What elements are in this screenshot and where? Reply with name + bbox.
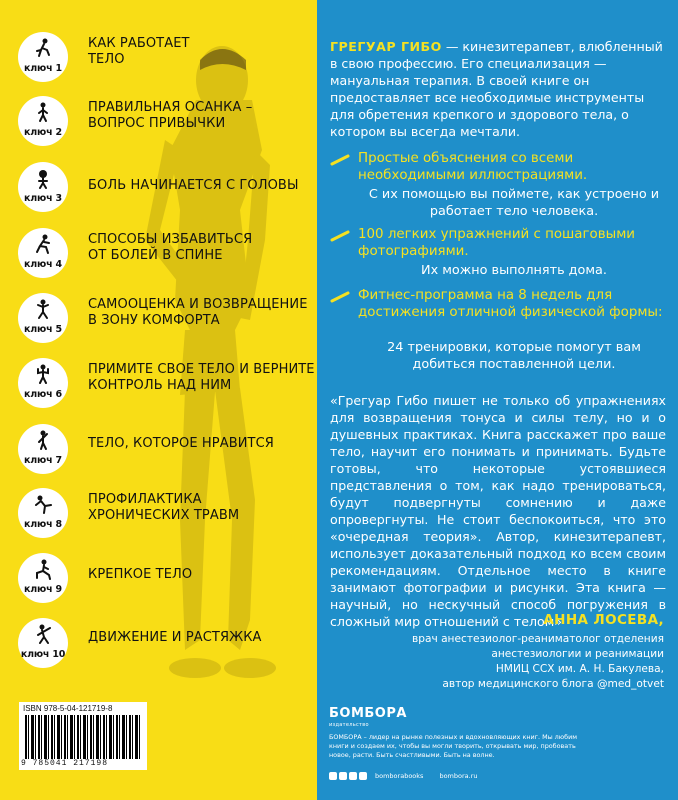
key-badge-label: ключ 6 [24,389,62,400]
key-item-1 [18,32,318,84]
position-line: НМИЦ ССХ им. А. Н. Бакулева, [495,663,664,675]
key-badge-label: ключ 2 [24,127,62,138]
position-line: анестезиологии и реанимации [491,648,664,660]
key-badge-label: ключ 7 [24,455,62,466]
odnoklassniki-icon[interactable] [349,772,357,780]
key-item-5 [18,293,318,345]
key-badge-10 [18,618,68,668]
publisher-logo: БОМБОРА [329,706,407,721]
key-badge-8 [18,488,68,538]
website-link[interactable]: bombora.ru [439,772,478,780]
key-item-6 [18,358,318,410]
key-title: БОЛЬ НАЧИНАЕТСЯ С ГОЛОВЫ [88,178,299,193]
left-yellow-panel [0,0,317,800]
back-pain-icon [32,233,54,255]
key-item-7 [18,424,318,476]
key-badge-7 [18,424,68,474]
review-quote: «Грегуар Гибо пишет не только об упражнениях для возвращения тонуса и силы телу, но и о душевных практиках. Книга расскажет про ваше тело, научит его понимать и принимать. Будьте готовы, что некоторые устоявшиеся представления о том, как надо тренироваться, будут подвергнуты сомнению и даже опровергнуты. Не стоит беспокоиться, что это «очередная теория». Автор, кинезитерапевт, использует доказательный подход ко всем своим рекомендациям. Отдельное место в книге занимают фотографии и рисунки. Эта книга — научный, но нескучный способ погружения в сложный мир отношений с телом» [330,393,666,629]
key-badge-9 [18,553,68,603]
key-badge-label: ключ 8 [24,519,62,530]
feature-heading: Простые объяснения со всеми необходимыми иллюстрациями. [358,151,588,183]
key-title: САМООЦЕНКА И ВОЗВРАЩЕНИЕ В ЗОНУ КОМФОРТА [88,297,308,328]
key-badge-1 [18,32,68,82]
key-item-8 [18,488,318,540]
walking-person-icon [32,101,54,123]
publisher-description: БОМБОРА – лидер на рынке полезных и вдохновляющих книг. Мы любим книги и создаем их, чтобы вы могли творить, открывать мир, пробовать новое, расти. Быть счастливыми. Быть на волне. [329,733,578,759]
lunge-person-icon [32,558,54,580]
key-item-3 [18,162,318,214]
key-badge-4 [18,228,68,278]
key-item-4 [18,228,318,280]
position-line: автор медицинского блога @med_otvet [442,678,664,690]
key-title: ПРИМИТЕ СВОЕ ТЕЛО И ВЕРНИТЕ КОНТРОЛЬ НАД НИМ [88,362,315,393]
author-intro [330,38,666,140]
author-name: ГРЕГУАР ГИБО [330,39,442,54]
feature-body: 24 тренировки, которые помогут вам добиться поставленной цели. [387,340,641,372]
slash-mark-icon [330,291,350,303]
feature-bullet-1 [330,150,670,220]
posing-person-icon [32,429,54,451]
feature-body: Их можно выполнять дома. [421,263,607,278]
key-badge-2 [18,96,68,146]
feature-heading: Фитнес-программа на 8 недель для достижения отличной физической формы: [358,288,663,320]
feature-heading: 100 легких упражнений с пошаговыми фотографиями. [358,227,635,259]
quote-author-name: АННА ЛОСЕВА, [543,612,664,628]
instagram-icon[interactable] [359,772,367,780]
relaxed-person-icon [32,298,54,320]
isbn-barcode [19,702,147,770]
isbn-label: ISBN 978-5-04-121719-8 [23,704,113,713]
key-item-2 [18,96,318,148]
key-badge-label: ключ 9 [24,584,62,595]
key-item-10 [18,618,318,670]
position-line: врач анестезиолог-реаниматолог отделения [411,633,664,645]
key-title: ПРОФИЛАКТИКА ХРОНИЧЕСКИХ ТРАВМ [88,492,240,523]
facebook-icon[interactable] [329,772,337,780]
runner-icon [32,37,54,59]
key-badge-6 [18,358,68,408]
feature-body: С их помощью вы поймете, как устроено и работает тело человека. [368,187,660,219]
feature-bullet-2 [330,226,670,282]
key-title: ДВИЖЕНИЕ И РАСТЯЖКА [88,630,262,645]
head-pain-icon [32,167,54,189]
key-title: ПРАВИЛЬНАЯ ОСАНКА – ВОПРОС ПРИВЫЧКИ [88,100,253,131]
key-badge-label: ключ 1 [24,63,62,74]
vk-icon[interactable] [339,772,347,780]
key-item-9 [18,553,318,605]
isbn-digits: 9 785041 217198 [21,759,109,768]
slash-mark-icon [330,230,350,242]
key-badge-label: ключ 3 [24,193,62,204]
stretching-person-icon [32,493,54,515]
key-badge-label: ключ 10 [20,649,66,660]
quote-author-position [330,632,664,692]
feature-bullet-3 [330,287,670,375]
key-title: СПОСОБЫ ИЗБАВИТЬСЯ ОТ БОЛЕЙ В СПИНЕ [88,232,253,263]
slash-mark-icon [330,154,350,166]
author-intro-text: — кинезитерапевт, влюбленный в свою профессию. Его специализация — мануальная терапия. В своей книге он предоставляет все необходимые инструменты для обретения крепкого и здорового тела, о котором вы всегда мечтали. [330,39,663,139]
key-badge-5 [18,293,68,343]
social-handle[interactable]: bomborabooks [375,772,424,780]
side-stretch-person-icon [32,623,54,645]
key-title: КАК РАБОТАЕТ ТЕЛО [88,36,190,67]
key-badge-3 [18,162,68,212]
key-badge-label: ключ 5 [24,324,62,335]
social-links [329,771,478,781]
publisher-logo-subtitle: издательство [329,722,369,728]
barcode-bars [25,715,141,759]
key-badge-label: ключ 4 [24,259,62,270]
key-title: КРЕПКОЕ ТЕЛО [88,567,193,582]
flexing-person-icon [32,363,54,385]
key-title: ТЕЛО, КОТОРОЕ НРАВИТСЯ [88,436,274,451]
